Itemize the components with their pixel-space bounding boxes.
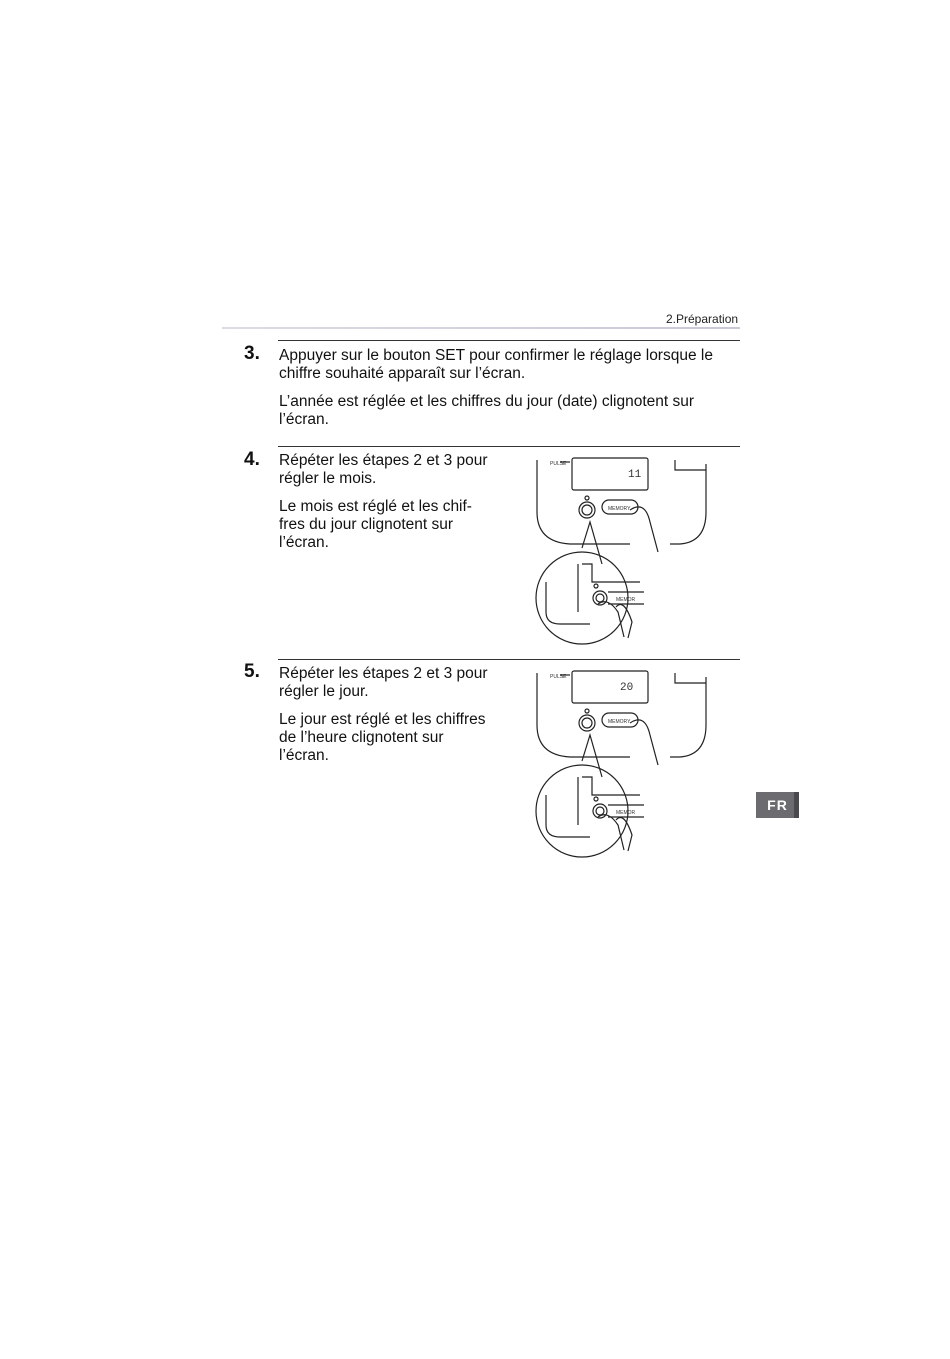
step-instruction — [279, 665, 488, 701]
text-line: Le mois est réglé et les chif- — [279, 498, 472, 515]
step-result — [279, 393, 694, 429]
step-rule — [278, 659, 740, 660]
text-line: régler le mois. — [279, 470, 377, 487]
text-line: l’écran. — [279, 534, 329, 551]
text-line: l’écran. — [279, 411, 329, 428]
text-line: de l’heure clignotent sur — [279, 729, 444, 746]
device-illustration — [520, 665, 720, 871]
text-line: Appuyer sur le bouton SET pour confirmer le réglage lorsque le — [279, 347, 713, 364]
text-line: l’écran. — [279, 747, 329, 764]
text-line: Répéter les étapes 2 et 3 pour — [279, 665, 488, 682]
step-number: 4. — [244, 449, 260, 470]
text-line: régler le jour. — [279, 683, 369, 700]
step-result — [279, 711, 486, 765]
section-label: 2.Préparation — [666, 312, 739, 326]
step-number: 3. — [244, 343, 260, 364]
step-rule — [278, 340, 740, 341]
pulse-label: PULSE — [550, 674, 567, 680]
text-line: Le jour est réglé et les chiffres — [279, 711, 486, 728]
pulse-label: PULSE — [550, 461, 567, 467]
display-digits: 11 — [628, 469, 642, 481]
language-tab: FR — [756, 792, 799, 818]
memory-button-label: MEMORY — [608, 719, 631, 725]
zoom-memory-button-label: MEMOR — [616, 810, 636, 816]
step-number: 5. — [244, 661, 260, 682]
text-line: fres du jour clignotent sur — [279, 516, 454, 533]
text-line: chiffre souhaité apparaît sur l’écran. — [279, 365, 526, 382]
memory-button-label: MEMORY — [608, 506, 631, 512]
step-rule — [278, 446, 740, 447]
step-result — [279, 498, 472, 552]
step-instruction — [279, 347, 713, 383]
header-rule — [222, 327, 740, 329]
text-line: Répéter les étapes 2 et 3 pour — [279, 452, 488, 469]
zoom-memory-button-label: MEMOR — [616, 597, 636, 603]
device-illustration — [520, 452, 720, 658]
step-instruction — [279, 452, 488, 488]
text-line: L’année est réglée et les chiffres du jour (date) clignotent sur — [279, 393, 695, 410]
display-digits: 20 — [620, 682, 634, 694]
